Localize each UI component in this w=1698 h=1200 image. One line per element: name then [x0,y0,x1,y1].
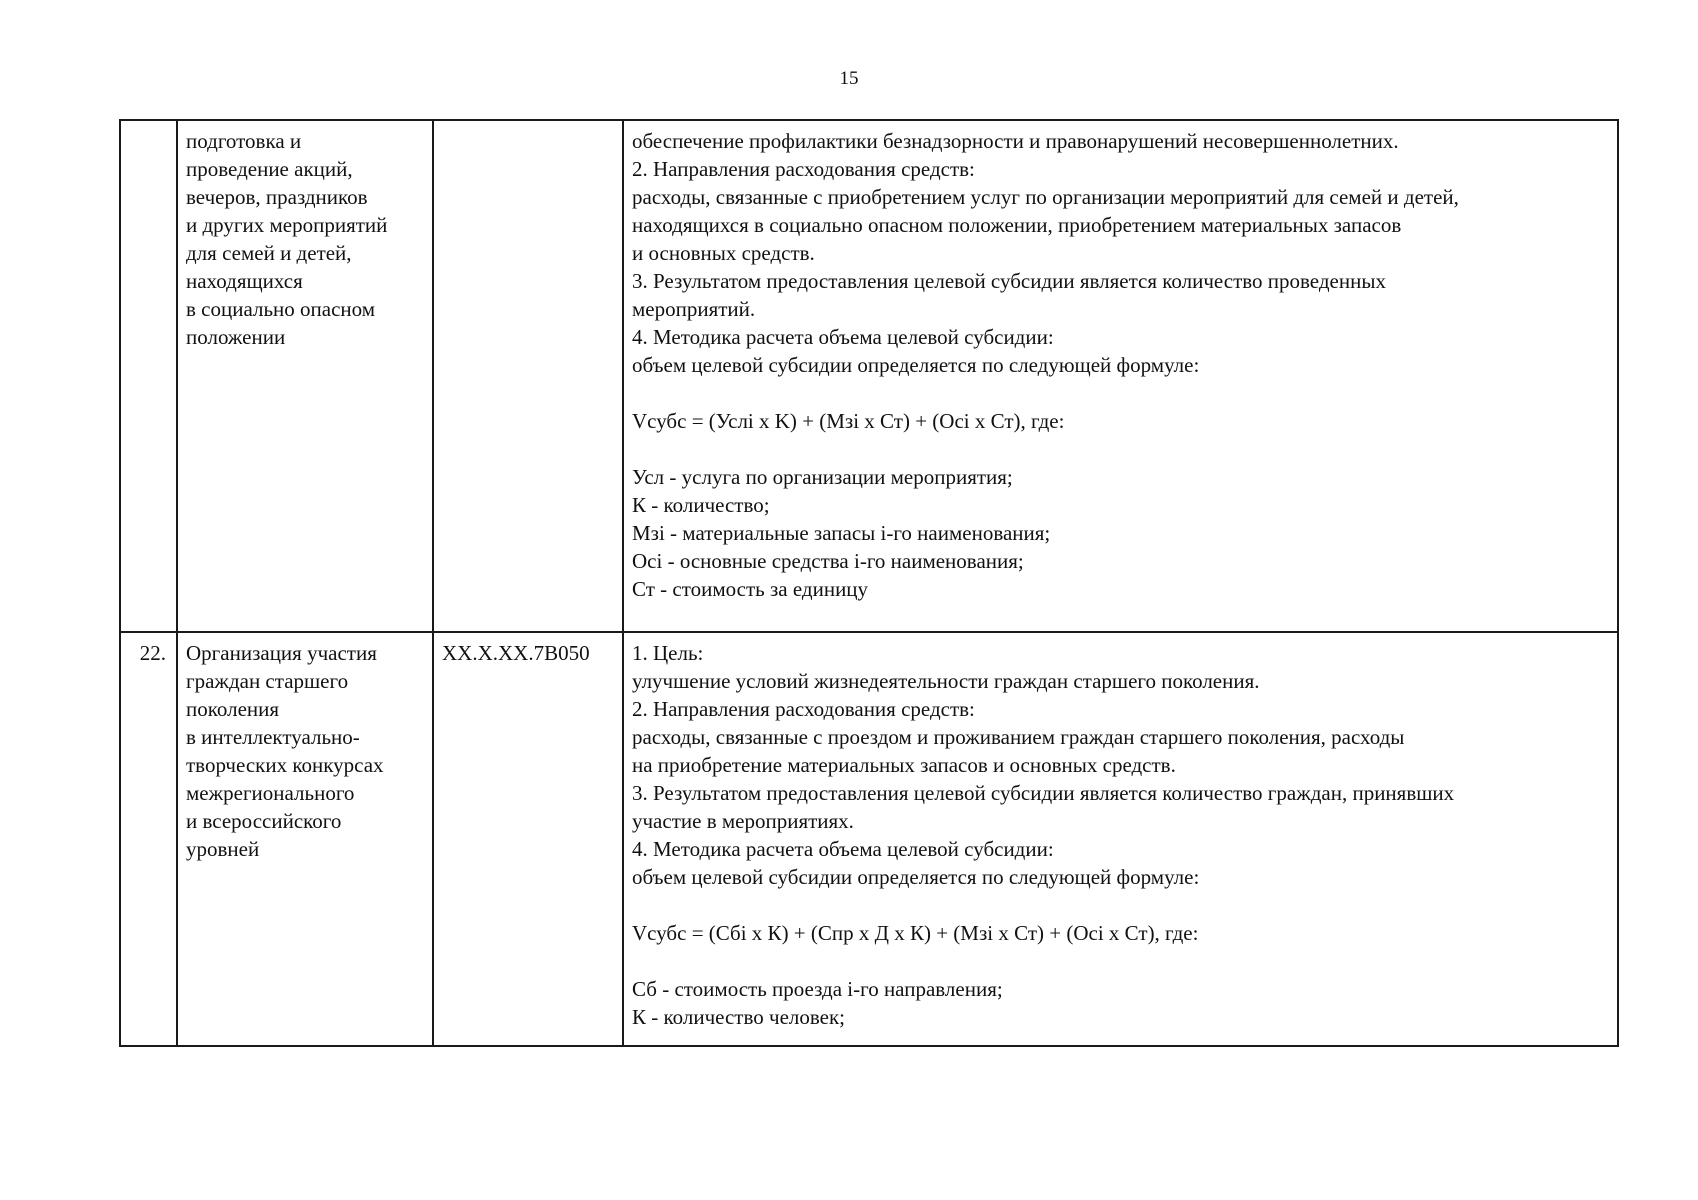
event-name-line: и всероссийского [186,809,342,833]
event-name-cell [177,120,433,632]
description-line: обеспечение профилактики безнадзорности и правонарушений несовершеннолетних. [632,129,1399,153]
spacer [632,947,1609,975]
description-line: Усл - услуга по организации мероприятия; [632,465,1013,489]
document-table [119,119,1619,1047]
event-name-line: Организация участия [186,641,377,665]
event-name-line: находящихся [186,269,303,293]
event-name-line: поколения [186,697,280,721]
event-name-line: в социально опасном [186,297,376,321]
description-line: объем целевой субсидии определяется по следующей формуле: [632,865,1200,889]
event-name-line: уровней [186,837,260,861]
row-number-cell [120,120,177,632]
subsidy-formula: Vсубс = (Сбi x К) + (Спр x Д x К) + (Мзi x Ст) + (Осi x Ст), где: [632,921,1199,945]
description-line: 2. Направления расходования средств: [632,157,975,181]
description-line: 4. Методика расчета объема целевой субсидии: [632,837,1054,861]
code-cell: XX.X.XX.7B050 [433,632,623,1046]
description-line: на приобретение материальных запасов и основных средств. [632,753,1176,777]
row-number-cell: 22. [120,632,177,1046]
event-name-line: вечеров, праздников [186,185,368,209]
description-line: Мзi - материальные запасы i-го наименования; [632,521,1051,545]
description-line: 3. Результатом предоставления целевой субсидии является количество проведенных [632,269,1386,293]
description-line: улучшение условий жизнедеятельности граждан старшего поколения. [632,669,1260,693]
table-row [120,632,1618,1046]
page-number: 15 [839,68,859,89]
description-cell [623,120,1618,632]
description-line: 3. Результатом предоставления целевой субсидии является количество граждан, принявших [632,781,1455,805]
description-line: 1. Цель: [632,641,704,665]
spacer [632,379,1609,407]
description-cell [623,632,1618,1046]
event-name-line: граждан старшего [186,669,349,693]
event-name-line: подготовка и [186,129,302,153]
description-line: расходы, связанные с проездом и проживанием граждан старшего поколения, расходы [632,725,1405,749]
event-name-line: положении [186,325,286,349]
description-line: расходы, связанные с приобретением услуг по организации мероприятий для семей и детей, [632,185,1459,209]
description-line: 4. Методика расчета объема целевой субсидии: [632,325,1054,349]
event-name-line: творческих конкурсах [186,753,384,777]
description-line: Осi - основные средства i-го наименования; [632,549,1024,573]
description-line: мероприятий. [632,297,756,321]
description-line: находящихся в социально опасном положении, приобретением материальных запасов [632,213,1402,237]
event-name-cell [177,632,433,1046]
description-line: участие в мероприятиях. [632,809,854,833]
description-line: Ст - стоимость за единицу [632,577,869,601]
event-name-line: в интеллектуально- [186,725,360,749]
code-cell [433,120,623,632]
description-line: Сб - стоимость проезда i-го направления; [632,977,1003,1001]
subsidy-formula: Vсубс = (Услi x K) + (Мзi x Ст) + (Осi x Ст), где: [632,409,1065,433]
event-name-line: и других мероприятий [186,213,388,237]
description-line: К - количество человек; [632,1005,846,1029]
event-name-line: проведение акций, [186,157,353,181]
event-name-line: межрегионального [186,781,355,805]
table-row [120,120,1618,632]
spacer [632,891,1609,919]
description-line: 2. Направления расходования средств: [632,697,975,721]
event-name-line: для семей и детей, [186,241,352,265]
description-line: К - количество; [632,493,770,517]
description-line: объем целевой субсидии определяется по следующей формуле: [632,353,1200,377]
description-line: и основных средств. [632,241,815,265]
spacer [632,435,1609,463]
